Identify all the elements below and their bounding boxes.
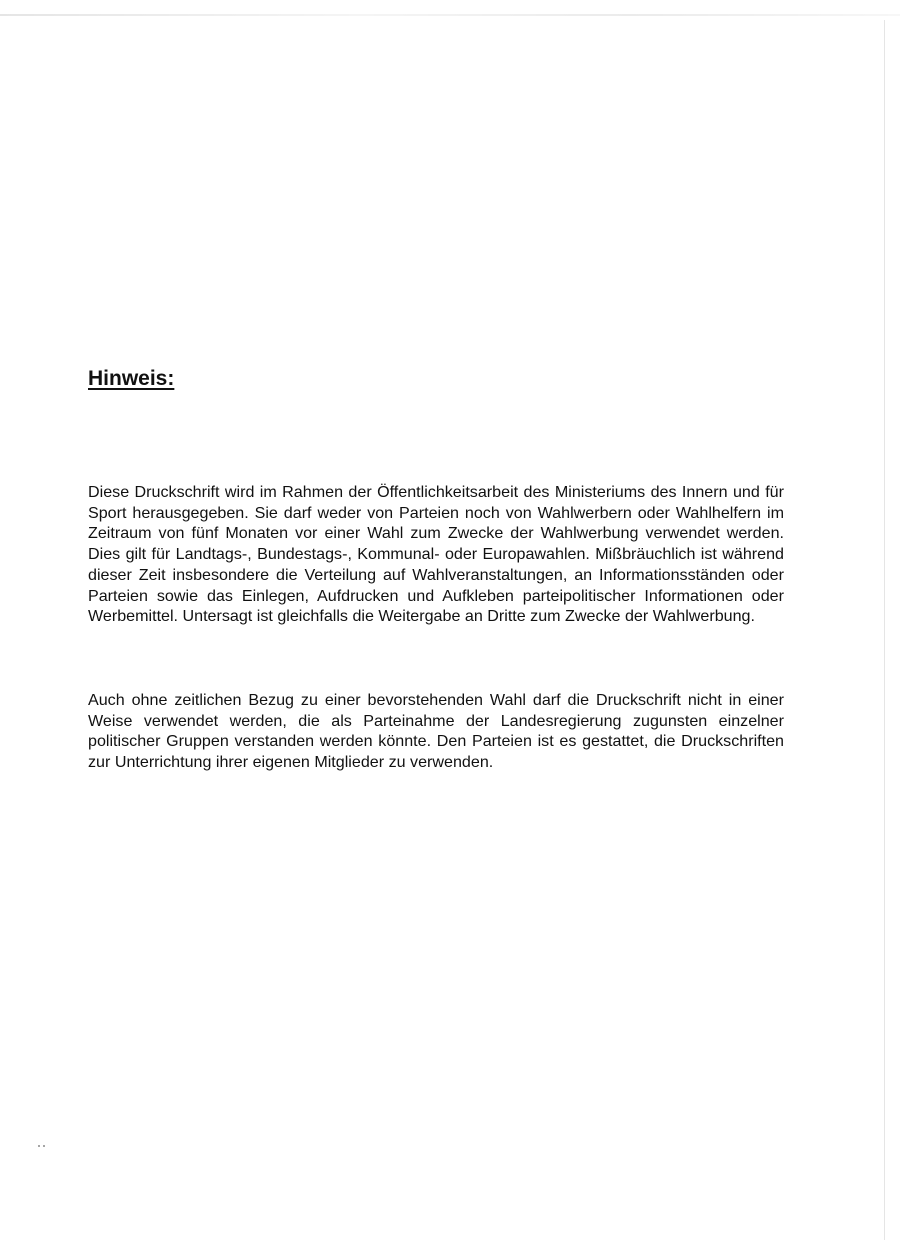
- scan-artifact-right-edge: [884, 20, 885, 1240]
- notice-paragraph-neutrality: Auch ohne zeitlichen Bezug zu einer bevorstehenden Wahl darf die Druckschrift nicht in einer Weise verwendet werden, die als Parteinahme der Landesregierung zugunsten einzelner politischer Gruppen verstanden werden könnte. Den Parteien ist es gestattet, die Druckschriften zur Unterrichtung ihrer eigenen Mitglieder zu verwenden.: [88, 691, 784, 772]
- scan-artifact-specks: [38, 1134, 48, 1138]
- notice-paragraph-usage-restrictions: Diese Druckschrift wird im Rahmen der Öffentlichkeitsarbeit des Ministeriums des Innern und für Sport herausgegeben. Sie darf weder von Parteien noch von Wahlwerbern oder Wahlhelfern im Zeitraum von fünf Monaten vor einer Wahl zum Zwecke der Wahlwerbung verwendet werden. Dies gilt für Landtags-, Bundestags-, Kommunal- oder Europawahlen. Mißbräuchlich ist während dieser Zeit insbesondere die Verteilung auf Wahlveranstaltungen, an Informationsständen oder Parteien sowie das Einlegen, Aufdrucken und Aufkleben parteipolitischer Informationen oder Werbemittel. Untersagt ist gleichfalls die Weitergabe an Dritte zum Zwecke der Wahlwerbung.: [88, 483, 784, 626]
- notice-heading: Hinweis:: [88, 367, 175, 390]
- scan-artifact-top-edge: [0, 14, 900, 16]
